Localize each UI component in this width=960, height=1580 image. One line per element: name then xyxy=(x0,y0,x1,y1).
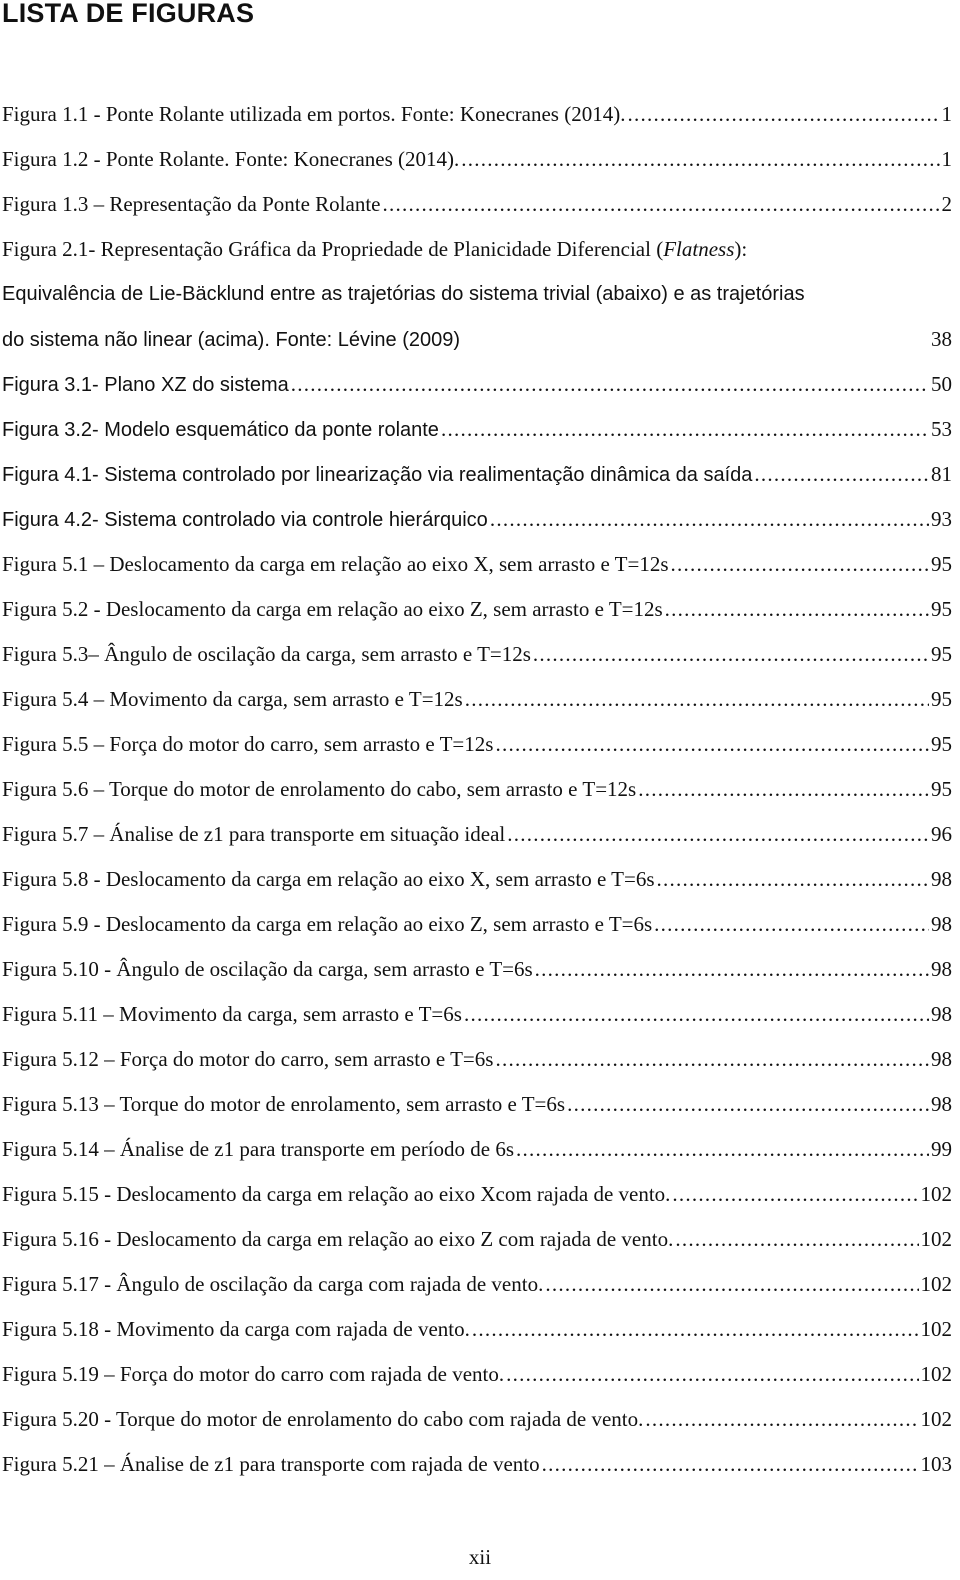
entry-label-line3: do sistema não linear (acima). Fonte: Lévine (2009) xyxy=(2,329,461,351)
entry-page: 98 xyxy=(931,1002,952,1026)
entry-label: Figura 3.1- Plano XZ do sistema xyxy=(2,374,289,396)
list-item[interactable] xyxy=(2,92,952,137)
dot-leader xyxy=(657,857,930,902)
entry-page: 1 xyxy=(941,147,952,171)
dot-leader xyxy=(490,497,929,542)
list-item[interactable] xyxy=(2,497,952,542)
entry-page: 102 xyxy=(920,1227,952,1251)
list-item[interactable] xyxy=(2,587,952,632)
entry-label: Figura 5.14 – Ánalise de z1 para transporte em período de 6s xyxy=(2,1137,515,1161)
entry-label-line3-row xyxy=(2,317,952,362)
list-item[interactable] xyxy=(2,812,952,857)
entry-page: 95 xyxy=(931,687,952,711)
entry-label: Figura 5.12 – Força do motor do carro, sem arrasto e T=6s xyxy=(2,1047,494,1071)
entry-page: 53 xyxy=(931,417,952,441)
entry-page: 102 xyxy=(920,1182,952,1206)
entry-page: 102 xyxy=(920,1272,952,1296)
dot-leader xyxy=(665,587,929,632)
dot-leader xyxy=(654,902,929,947)
dot-leader xyxy=(638,767,929,812)
entry-label-pre: Figura 2.1- Representação Gráfica da Propriedade de Planicidade Diferencial ( xyxy=(2,237,664,261)
entry-label: Figura 5.20 - Torque do motor de enrolamento do cabo com rajada de vento. xyxy=(2,1407,644,1431)
list-item-multiline[interactable] xyxy=(2,227,952,362)
entry-label-post: ): xyxy=(734,237,748,261)
list-item[interactable] xyxy=(2,1397,952,1442)
list-item[interactable] xyxy=(2,1307,952,1352)
entry-label: Figura 1.1 - Ponte Rolante utilizada em portos. Fonte: Konecranes (2014). xyxy=(2,102,626,126)
list-item[interactable] xyxy=(2,767,952,812)
dot-leader xyxy=(291,362,929,407)
list-item[interactable] xyxy=(2,1082,952,1127)
page-title: LISTA DE FIGURAS xyxy=(2,0,255,28)
entry-page: 95 xyxy=(931,642,952,666)
page-number: xii xyxy=(468,1545,492,1569)
list-item[interactable] xyxy=(2,182,952,227)
entry-label: Figura 5.9 - Deslocamento da carga em relação ao eixo Z, sem arrasto e T=6s xyxy=(2,912,653,936)
dot-leader xyxy=(382,182,939,227)
list-item[interactable] xyxy=(2,1442,952,1487)
list-item[interactable] xyxy=(2,1037,952,1082)
entry-label: Figura 5.7 – Ánalise de z1 para transporte em situação ideal xyxy=(2,822,506,846)
list-item[interactable] xyxy=(2,137,952,182)
dot-leader xyxy=(441,407,929,452)
dot-leader xyxy=(671,542,929,587)
entry-label: Figura 5.5 – Força do motor do carro, sem arrasto e T=12s xyxy=(2,732,494,756)
dot-leader xyxy=(754,452,929,497)
entry-page: 98 xyxy=(931,1047,952,1071)
entry-page: 50 xyxy=(931,372,952,396)
entry-label: Figura 4.2- Sistema controlado via controle hierárquico xyxy=(2,509,488,531)
entry-label: Figura 5.10 - Ângulo de oscilação da carga, sem arrasto e T=6s xyxy=(2,957,533,981)
figure-list-chapter5 xyxy=(2,542,952,1487)
dot-leader xyxy=(675,1217,918,1262)
dot-leader xyxy=(542,1442,919,1487)
entry-page: 95 xyxy=(931,732,952,756)
list-item[interactable] xyxy=(2,1127,952,1172)
dot-leader xyxy=(516,1127,929,1172)
entry-page: 95 xyxy=(931,597,952,621)
list-item[interactable] xyxy=(2,902,952,947)
entry-label: Figura 4.1- Sistema controlado por linearização via realimentação dinâmica da saída xyxy=(2,464,753,486)
entry-page: 98 xyxy=(931,1092,952,1116)
dot-leader xyxy=(507,812,929,857)
entry-page: 96 xyxy=(931,822,952,846)
dot-leader xyxy=(535,947,929,992)
entry-page: 95 xyxy=(931,777,952,801)
list-item[interactable] xyxy=(2,992,952,1037)
dot-leader xyxy=(545,1262,918,1307)
entry-page: 2 xyxy=(941,192,952,216)
list-item[interactable] xyxy=(2,1262,952,1307)
list-item[interactable] xyxy=(2,947,952,992)
list-item[interactable] xyxy=(2,722,952,767)
entry-label: Figura 5.19 – Força do motor do carro com rajada de vento. xyxy=(2,1362,505,1386)
list-item[interactable] xyxy=(2,1217,952,1262)
figure-list xyxy=(2,92,952,1487)
dot-leader xyxy=(506,1352,918,1397)
list-item[interactable] xyxy=(2,632,952,677)
entry-label-line1 xyxy=(2,227,952,272)
entry-label: Figura 5.21 – Ánalise de z1 para transporte com rajada de vento xyxy=(2,1452,540,1476)
entry-label: Figura 3.2- Modelo esquemático da ponte rolante xyxy=(2,419,439,441)
entry-label: Figura 5.13 – Torque do motor de enrolamento, sem arrasto e T=6s xyxy=(2,1092,566,1116)
list-item[interactable] xyxy=(2,407,952,452)
dot-leader xyxy=(627,92,939,137)
entry-page: 1 xyxy=(941,102,952,126)
entry-page: 38 xyxy=(931,327,952,351)
list-item[interactable] xyxy=(2,1352,952,1397)
list-item[interactable] xyxy=(2,857,952,902)
entry-label: Figura 5.16 - Deslocamento da carga em relação ao eixo Z com rajada de vento. xyxy=(2,1227,674,1251)
dot-leader xyxy=(472,1307,919,1352)
list-item[interactable] xyxy=(2,452,952,497)
dot-leader xyxy=(461,137,939,182)
list-item[interactable] xyxy=(2,677,952,722)
entry-page: 98 xyxy=(931,912,952,936)
entry-page: 93 xyxy=(931,507,952,531)
entry-label: Figura 5.4 – Movimento da carga, sem arrasto e T=12s xyxy=(2,687,463,711)
entry-label: Figura 5.8 - Deslocamento da carga em relação ao eixo X, sem arrasto e T=6s xyxy=(2,867,655,891)
dot-leader xyxy=(533,632,929,677)
list-item[interactable] xyxy=(2,1172,952,1217)
entry-label: Figura 5.3– Ângulo de oscilação da carga, sem arrasto e T=12s xyxy=(2,642,531,666)
entry-page: 103 xyxy=(920,1452,952,1476)
dot-leader xyxy=(672,1172,918,1217)
dot-leader xyxy=(495,722,929,767)
list-item[interactable] xyxy=(2,362,952,407)
dot-leader xyxy=(464,992,929,1037)
entry-page: 99 xyxy=(931,1137,952,1161)
entry-label: Figura 1.3 – Representação da Ponte Rolante xyxy=(2,192,381,216)
entry-label-line2: Equivalência de Lie-Bäcklund entre as trajetórias do sistema trivial (abaixo) e as trajetórias xyxy=(2,283,805,305)
entry-label: Figura 5.11 – Movimento da carga, sem arrasto e T=6s xyxy=(2,1002,462,1026)
entry-label: Figura 5.6 – Torque do motor de enrolamento do cabo, sem arrasto e T=12s xyxy=(2,777,637,801)
entry-page: 98 xyxy=(931,957,952,981)
entry-page: 102 xyxy=(920,1362,952,1386)
entry-page: 81 xyxy=(931,462,952,486)
list-item[interactable] xyxy=(2,542,952,587)
entry-label: Figura 5.2 - Deslocamento da carga em relação ao eixo Z, sem arrasto e T=12s xyxy=(2,597,663,621)
entry-page: 102 xyxy=(920,1317,952,1341)
dot-leader xyxy=(567,1082,929,1127)
entry-label: Figura 5.15 - Deslocamento da carga em relação ao eixo Xcom rajada de vento. xyxy=(2,1182,671,1206)
entry-label: Figura 1.2 - Ponte Rolante. Fonte: Konecranes (2014). xyxy=(2,147,460,171)
dot-leader xyxy=(645,1397,918,1442)
dot-leader xyxy=(495,1037,929,1082)
entry-page: 98 xyxy=(931,867,952,891)
entry-label: Figura 5.18 - Movimento da carga com rajada de vento. xyxy=(2,1317,470,1341)
entry-label: Figura 5.17 - Ângulo de oscilação da carga com rajada de vento. xyxy=(2,1272,544,1296)
entry-page: 102 xyxy=(920,1407,952,1431)
dot-leader xyxy=(465,677,929,722)
entry-label-italic: Flatness xyxy=(663,237,735,261)
entry-page: 95 xyxy=(931,552,952,576)
entry-label: Figura 5.1 – Deslocamento da carga em relação ao eixo X, sem arrasto e T=12s xyxy=(2,552,669,576)
